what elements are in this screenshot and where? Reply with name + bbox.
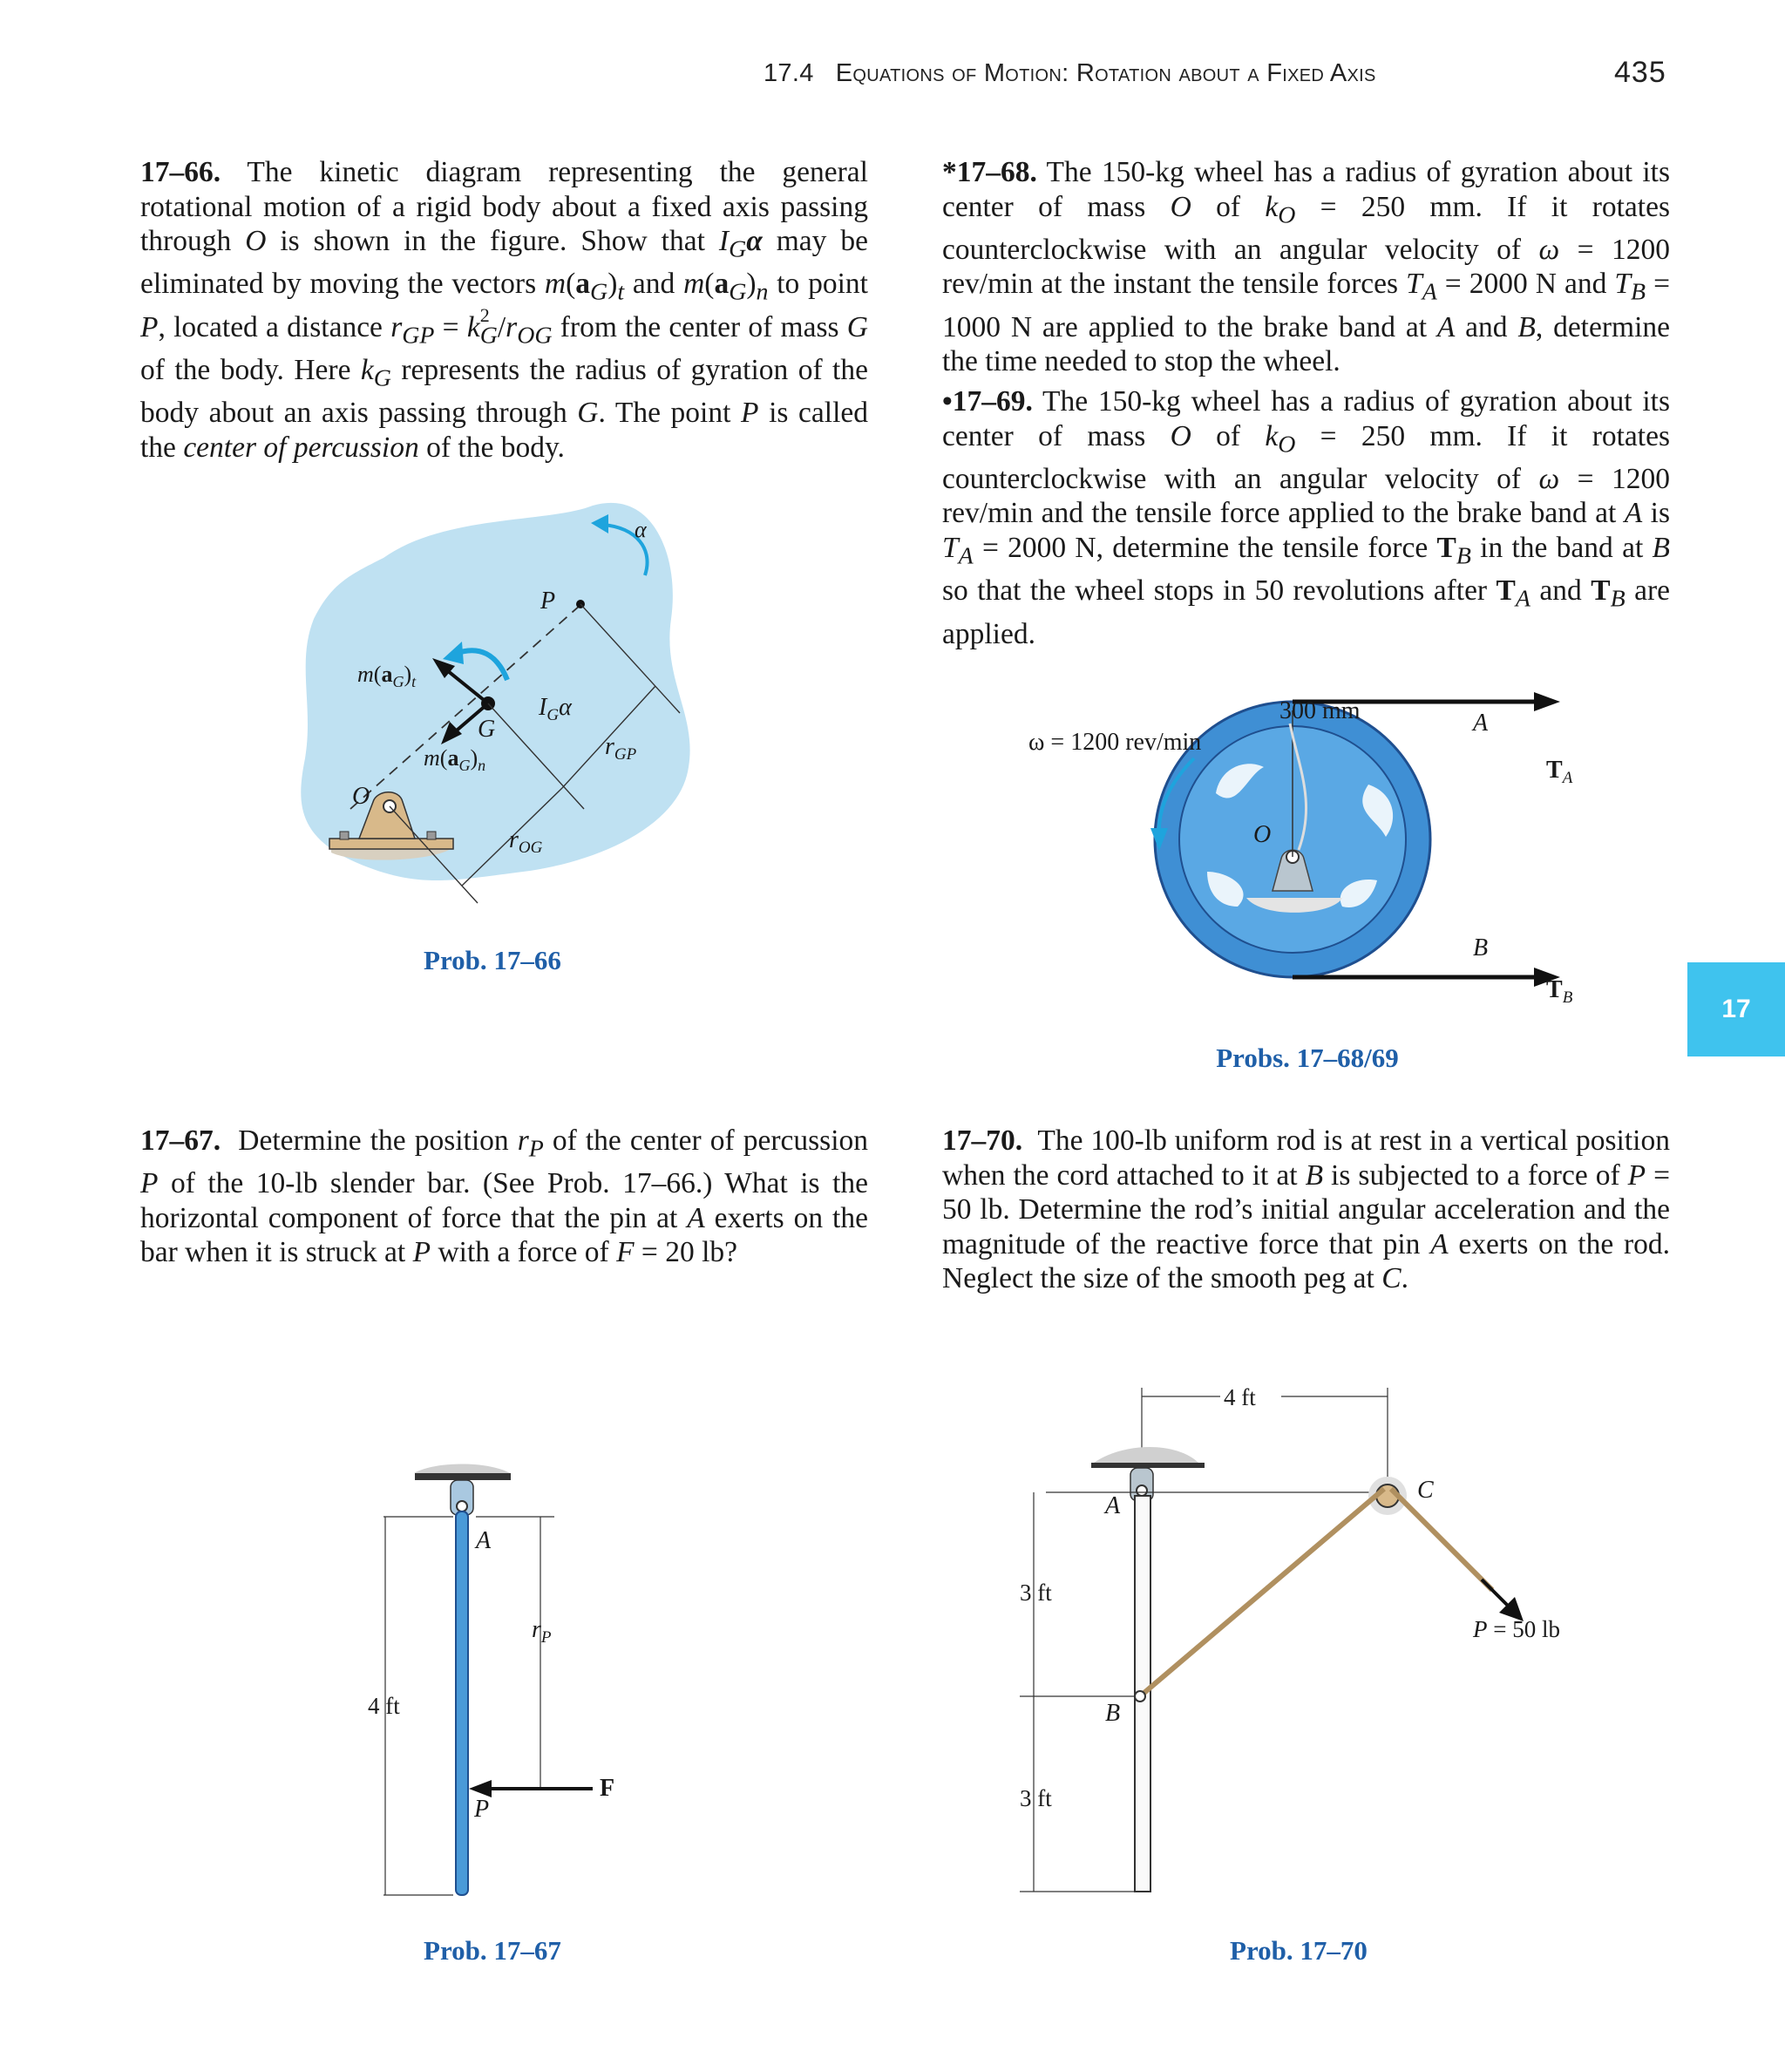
text: in the band at <box>1470 532 1653 565</box>
label-3ft-upper: 3 ft <box>1020 1579 1052 1606</box>
text: and <box>624 268 684 301</box>
label-O: O <box>1253 821 1272 848</box>
sup: 2 <box>479 303 490 326</box>
sub: O <box>1278 201 1296 229</box>
sub: P <box>528 1135 544 1163</box>
figure-17-66 <box>261 488 750 924</box>
sym: T <box>1436 532 1456 565</box>
text: is called the <box>140 397 868 464</box>
sym: O <box>1170 419 1191 452</box>
sub: t <box>617 279 625 307</box>
label-C: C <box>1417 1477 1434 1504</box>
text: = 2000 N, determine the tensile force <box>973 532 1437 565</box>
sub: OG <box>517 322 553 350</box>
text: may be eliminated by moving the vectors <box>140 225 869 301</box>
label-TA: $T_A$ <box>1546 757 1573 787</box>
sym: G <box>577 397 599 430</box>
label-4ft: 4 ft <box>368 1693 400 1719</box>
text: / <box>497 310 506 343</box>
label-P-force: P = 50 lb <box>1473 1616 1560 1642</box>
text: The 150-kg wheel has a radius of gyration about its center of mass <box>942 385 1670 452</box>
text: = 1000 N are applied to the brake band at <box>942 268 1670 343</box>
sym: T <box>1406 268 1422 301</box>
sym: F <box>616 1236 635 1269</box>
text: = 1200 rev/min and the tensile force applied to the brake band at <box>942 462 1670 530</box>
sym: G <box>846 310 868 343</box>
text: = 1200 rev/min at the instant the tensile forces <box>942 233 1670 301</box>
sym: A <box>1430 1227 1449 1260</box>
sym: k <box>1265 419 1279 452</box>
label-A: A <box>476 1527 492 1554</box>
sym: ω <box>1538 462 1560 495</box>
sub: B <box>1631 279 1646 307</box>
text: to point <box>768 268 868 301</box>
sub: GP <box>402 322 435 350</box>
label-P: P <box>540 588 556 615</box>
sym: P <box>1627 1158 1646 1192</box>
text: of the 10-lb slender bar. (See Prob. 17–66.) What is the horizontal component of force that the pin at <box>140 1167 868 1234</box>
running-header-section <box>764 59 1376 88</box>
label-IG-alpha: $I_G\alpha$ <box>539 694 572 724</box>
label-radius: 300 mm <box>1279 697 1361 724</box>
pin-A <box>1137 1485 1147 1496</box>
label-F: F <box>600 1775 615 1802</box>
bolt <box>427 832 436 839</box>
sub: A <box>1422 279 1437 307</box>
text: = 250 mm. If it rotates counterclockwise with an angular velocity of <box>942 190 1670 266</box>
text: from the center of mass <box>552 310 847 343</box>
text: = 250 mm. If it rotates counterclockwise with an angular velocity of <box>942 419 1670 495</box>
sym: O <box>1170 190 1191 223</box>
sym: k <box>466 310 480 343</box>
sym: m <box>544 268 567 301</box>
ceiling-plate <box>1091 1463 1205 1468</box>
text: represents the radius of gyration of the body about an axis passing through <box>140 354 868 430</box>
sym: m <box>683 268 705 301</box>
problem-17-68 <box>942 155 1670 379</box>
ceiling-plate <box>415 1473 511 1480</box>
label-B: B <box>1105 1700 1121 1727</box>
sym: a <box>714 268 730 301</box>
sub: G <box>479 322 498 350</box>
text: is subjected to a force of <box>1323 1158 1628 1192</box>
sub: G <box>590 279 608 307</box>
label-A: A <box>1473 710 1489 737</box>
label-B: B <box>1473 934 1489 961</box>
cord-C-down <box>1391 1489 1492 1590</box>
caption-17-66: Prob. 17–66 <box>424 945 561 975</box>
sub: G <box>729 235 747 263</box>
problem-17-66 <box>140 155 868 465</box>
text: with a force of <box>431 1236 617 1269</box>
sym: B <box>1305 1158 1324 1192</box>
text: exerts on the rod. Neglect the size of the smooth peg at <box>942 1227 1670 1295</box>
text: exerts on the bar when it is struck at <box>140 1201 868 1269</box>
text: is shown in the figure. Show that <box>266 225 719 258</box>
sym: r <box>506 310 518 343</box>
pin-A <box>457 1501 467 1512</box>
text: = <box>434 310 467 343</box>
text: = 20 lb? <box>634 1236 737 1269</box>
section-title: Equations of Motion: Rotation about a Fixed Axis <box>835 59 1376 87</box>
text: is <box>1642 497 1670 530</box>
sym: B <box>1517 310 1536 343</box>
sym: P <box>412 1236 431 1269</box>
text: The 100-lb uniform rod is at rest in a vertical position when the cord attached to it at <box>942 1124 1670 1192</box>
sym: α <box>746 225 763 258</box>
sym: B <box>1652 532 1670 565</box>
text: Determine the position <box>238 1124 518 1157</box>
page-number: 435 <box>1614 56 1666 89</box>
sub: A <box>1515 586 1530 614</box>
text: = 2000 N and <box>1436 268 1615 301</box>
text: The kinetic diagram representing the general rotational motion of a rigid body about a fixed axis passing through <box>140 156 868 258</box>
text: so that the wheel stops in 50 revolutions after <box>942 574 1497 608</box>
rigid-body-blob <box>301 503 689 880</box>
sym: ω <box>1538 233 1560 266</box>
force-P <box>1482 1579 1511 1609</box>
sym: r <box>390 310 403 343</box>
problem-17-70 <box>942 1124 1670 1296</box>
sub: O <box>1278 431 1296 459</box>
base-plate <box>329 839 453 849</box>
figure-17-67 <box>349 1461 645 1914</box>
problem-number: 17–67. <box>140 1124 221 1157</box>
sym: P <box>741 397 759 430</box>
sym: T <box>942 532 959 565</box>
text: of <box>1191 419 1266 452</box>
sym: A <box>687 1201 705 1234</box>
problem-number: 17–70. <box>942 1124 1023 1157</box>
text: are applied. <box>942 574 1670 650</box>
cord-BC <box>1140 1489 1384 1696</box>
text: ) <box>607 268 618 301</box>
text: ( <box>566 268 576 301</box>
text: of the body. Here <box>140 354 361 387</box>
text: . The point <box>598 397 742 430</box>
sym: C <box>1381 1262 1402 1295</box>
label-4ft: 4 ft <box>1224 1384 1256 1410</box>
figure-17-70 <box>1011 1381 1586 1921</box>
caption-17-70: Prob. 17–70 <box>1230 1935 1368 1966</box>
sub: G <box>729 279 747 307</box>
sub: n <box>756 279 769 307</box>
sym: k <box>1265 190 1279 223</box>
sub: B <box>1456 542 1471 570</box>
label-O: O <box>352 783 370 810</box>
label-omega: ω = 1200 rev/min <box>1028 729 1202 756</box>
label-TB: $T_B$ <box>1546 976 1573 1007</box>
ceiling <box>414 1464 510 1474</box>
label-rP: $r_P$ <box>532 1616 552 1647</box>
problem-number: •17–69. <box>942 385 1033 418</box>
cord-attach-B <box>1135 1691 1145 1702</box>
text: of <box>1191 190 1266 223</box>
label-alpha: α <box>635 517 647 542</box>
slender-bar <box>456 1512 468 1895</box>
force-F-arrowhead <box>469 1780 492 1797</box>
text: and <box>1455 310 1518 343</box>
text: , located a distance <box>158 310 391 343</box>
label-m-aG-n: $m(a_G)_n$ <box>424 745 486 774</box>
figure-17-68-69 <box>1028 697 1604 1029</box>
sym: P <box>140 1167 159 1200</box>
arrow-TA <box>1534 692 1560 711</box>
problem-17-67 <box>140 1124 868 1270</box>
text: ( <box>704 268 715 301</box>
sym: A <box>1624 497 1643 530</box>
text: of the center of percussion <box>543 1124 868 1157</box>
label-rGP: $r_{GP}$ <box>605 733 637 764</box>
sym: T <box>1496 574 1516 608</box>
text: and <box>1530 574 1592 608</box>
problem-17-69 <box>942 384 1670 651</box>
label-G: G <box>478 716 496 743</box>
label-P: P <box>474 1796 490 1823</box>
section-number: 17.4 <box>764 59 814 87</box>
caption-17-67: Prob. 17–67 <box>424 1935 561 1966</box>
sym: A <box>1436 310 1456 343</box>
bolt <box>340 832 349 839</box>
problem-number: 17–66. <box>140 156 221 188</box>
text: ) <box>746 268 757 301</box>
label-3ft-lower: 3 ft <box>1020 1785 1052 1811</box>
text: The 150-kg wheel has a radius of gyration about its center of mass <box>942 156 1670 223</box>
chapter-tab: 17 <box>1687 962 1785 1056</box>
ceiling <box>1094 1447 1198 1463</box>
text: . <box>1401 1262 1408 1295</box>
label-A: A <box>1105 1492 1121 1519</box>
sym: center of percussion <box>183 431 419 464</box>
text: = 50 lb. Determine the rod’s initial angular acceleration and the magnitude of the reactive force that pin <box>942 1158 1671 1260</box>
sub: A <box>958 542 974 570</box>
sym: a <box>575 268 591 301</box>
sym: r <box>517 1124 529 1157</box>
sym: T <box>1591 574 1611 608</box>
sym: P <box>140 310 159 343</box>
text: of the body. <box>418 431 565 464</box>
sub: B <box>1610 586 1626 614</box>
sym: k <box>360 354 374 387</box>
label-m-aG-t: $m(a_G)_t$ <box>357 662 417 690</box>
sym: I <box>718 225 730 258</box>
label-rOG: $r_{OG}$ <box>509 826 543 857</box>
text: , determine the time needed to stop the wheel. <box>942 310 1671 378</box>
sub: G <box>373 364 391 392</box>
caption-17-68-69: Probs. 17–68/69 <box>1216 1043 1399 1073</box>
problem-number: *17–68. <box>942 156 1037 188</box>
sym: O <box>245 225 267 258</box>
sym: T <box>1614 268 1632 301</box>
